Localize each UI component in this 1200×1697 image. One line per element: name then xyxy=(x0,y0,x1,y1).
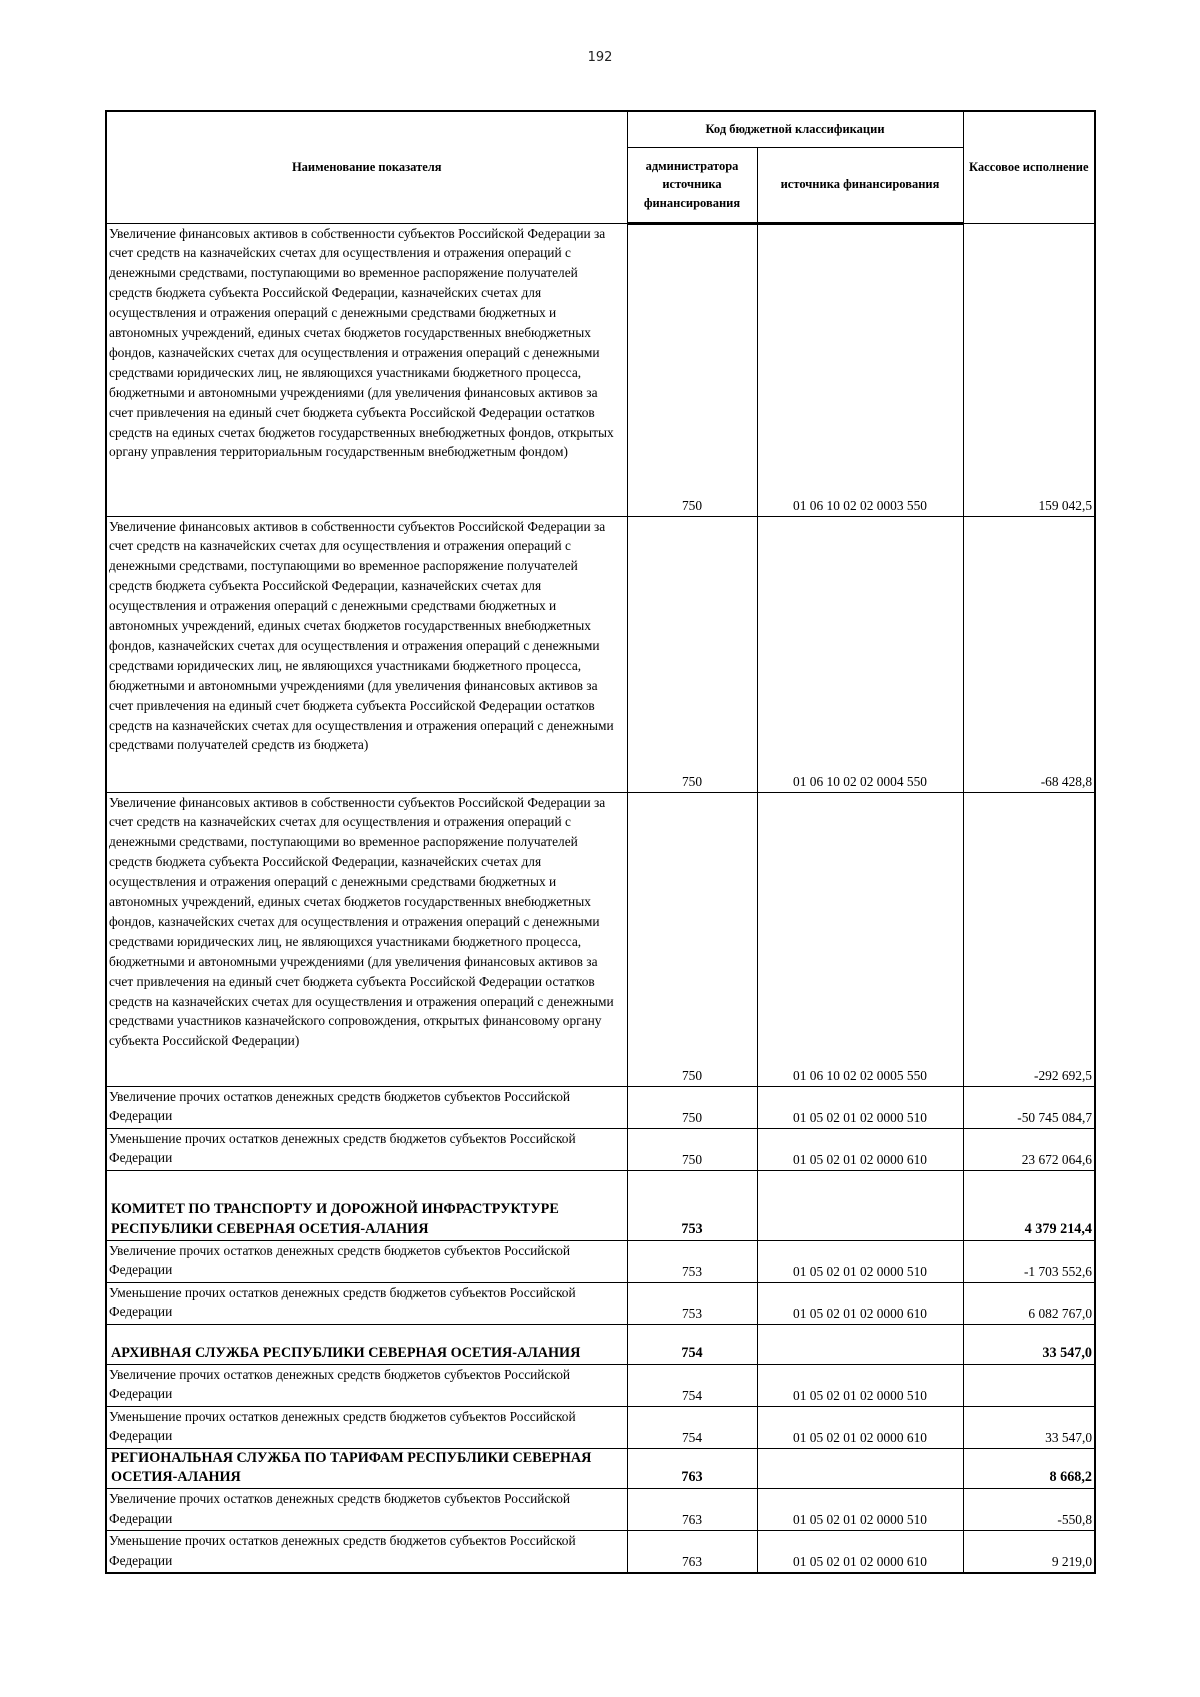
row-source-code xyxy=(757,1324,963,1364)
section-row xyxy=(106,1170,1095,1240)
row-exec-amount: -1 703 552,6 xyxy=(963,1240,1095,1282)
table-row xyxy=(106,1489,1095,1531)
row-exec-amount: 33 547,0 xyxy=(963,1406,1095,1448)
row-exec-amount: 23 672 064,6 xyxy=(963,1128,1095,1170)
header-code-group: Код бюджетной классификации xyxy=(627,111,963,147)
row-exec-amount: 6 082 767,0 xyxy=(963,1282,1095,1324)
row-name: Увеличение финансовых активов в собственности субъектов Российской Федерации за счет средств на казначейских счетах для осуществления и отражения операций с денежными средствами, поступающими во временное распоряжение получателей средств бюджета субъекта Российской Федерации, казначейских счетах для осуществления и отражения операций с денежными средствами бюджетных и автономных учреждений, единых счетах бюджетов государственных внебюджетных фондов, казначейских счетах для осуществления и отражения операций с денежными средствами юридических лиц, не являющихся участниками бюджетного процесса, бюджетными и автономными учреждениями (для увеличения финансовых активов за счет привлечения на единый счет бюджета субъекта Российской Федерации остатков средств на единых счетах бюджетов государственных внебюджетных фондов, открытых органу управления территориальным государственным внебюджетным фондом) xyxy=(106,223,627,516)
row-admin-code: 754 xyxy=(627,1406,757,1448)
row-source-code: 01 05 02 01 02 0000 610 xyxy=(757,1531,963,1573)
row-source-code: 01 05 02 01 02 0000 610 xyxy=(757,1406,963,1448)
row-source-code: 01 05 02 01 02 0000 610 xyxy=(757,1282,963,1324)
section-row xyxy=(106,1324,1095,1364)
row-name: АРХИВНАЯ СЛУЖБА РЕСПУБЛИКИ СЕВЕРНАЯ ОСЕТИЯ-АЛАНИЯ xyxy=(106,1324,627,1364)
row-name: Увеличение прочих остатков денежных средств бюджетов субъектов Российской Федерации xyxy=(106,1364,627,1406)
row-source-code: 01 05 02 01 02 0000 610 xyxy=(757,1128,963,1170)
header-source: источника финансирования xyxy=(757,147,963,223)
table-row xyxy=(106,792,1095,1086)
row-admin-code: 750 xyxy=(627,1086,757,1128)
row-admin-code: 753 xyxy=(627,1282,757,1324)
table-body xyxy=(106,223,1095,1573)
table-row xyxy=(106,1086,1095,1128)
row-admin-code: 753 xyxy=(627,1170,757,1240)
row-name: Увеличение прочих остатков денежных средств бюджетов субъектов Российской Федерации xyxy=(106,1489,627,1531)
row-name: Увеличение финансовых активов в собственности субъектов Российской Федерации за счет средств на казначейских счетах для осуществления и отражения операций с денежными средствами, поступающими во временное распоряжение получателей средств бюджета субъекта Российской Федерации, казначейских счетах для осуществления и отражения операций с денежными средствами бюджетных и автономных учреждений, единых счетах бюджетов государственных внебюджетных фондов, казначейских счетах для осуществления и отражения операций с денежными средствами юридических лиц, не являющихся участниками бюджетного процесса, бюджетными и автономными учреждениями (для увеличения финансовых активов за счет привлечения на единый счет бюджета субъекта Российской Федерации остатков средств на казначейских счетах для осуществления и отражения операций с денежными средствами участников казначейского сопровождения, открытых финансовому органу субъекта Российской Федерации) xyxy=(106,792,627,1086)
row-exec-amount: -50 745 084,7 xyxy=(963,1086,1095,1128)
row-admin-code: 750 xyxy=(627,516,757,792)
row-source-code: 01 06 10 02 02 0004 550 xyxy=(757,516,963,792)
row-source-code xyxy=(757,1448,963,1489)
row-source-code: 01 06 10 02 02 0003 550 xyxy=(757,223,963,516)
row-source-code: 01 06 10 02 02 0005 550 xyxy=(757,792,963,1086)
row-exec-amount: 33 547,0 xyxy=(963,1324,1095,1364)
row-exec-amount: 9 219,0 xyxy=(963,1531,1095,1573)
row-name: Уменьшение прочих остатков денежных средств бюджетов субъектов Российской Федерации xyxy=(106,1128,627,1170)
row-exec-amount: 4 379 214,4 xyxy=(963,1170,1095,1240)
row-admin-code: 750 xyxy=(627,792,757,1086)
row-source-code xyxy=(757,1170,963,1240)
row-admin-code: 763 xyxy=(627,1448,757,1489)
table-row xyxy=(106,516,1095,792)
row-source-code: 01 05 02 01 02 0000 510 xyxy=(757,1240,963,1282)
row-exec-amount: 159 042,5 xyxy=(963,223,1095,516)
row-admin-code: 753 xyxy=(627,1240,757,1282)
section-row xyxy=(106,1448,1095,1489)
table-row xyxy=(106,223,1095,516)
row-name: РЕГИОНАЛЬНАЯ СЛУЖБА ПО ТАРИФАМ РЕСПУБЛИКИ СЕВЕРНАЯ ОСЕТИЯ-АЛАНИЯ xyxy=(106,1448,627,1489)
table-row xyxy=(106,1128,1095,1170)
table-row xyxy=(106,1240,1095,1282)
table-row xyxy=(106,1406,1095,1448)
row-name: КОМИТЕТ ПО ТРАНСПОРТУ И ДОРОЖНОЙ ИНФРАСТРУКТУРЕ РЕСПУБЛИКИ СЕВЕРНАЯ ОСЕТИЯ-АЛАНИЯ xyxy=(106,1170,627,1240)
table-row xyxy=(106,1364,1095,1406)
row-exec-amount: 8 668,2 xyxy=(963,1448,1095,1489)
table-row xyxy=(106,1282,1095,1324)
header-exec: Кассовое исполнение xyxy=(963,111,1095,223)
page-number: 192 xyxy=(587,50,613,65)
row-admin-code: 763 xyxy=(627,1489,757,1531)
row-source-code: 01 05 02 01 02 0000 510 xyxy=(757,1086,963,1128)
row-admin-code: 754 xyxy=(627,1364,757,1406)
row-name: Уменьшение прочих остатков денежных средств бюджетов субъектов Российской Федерации xyxy=(106,1531,627,1573)
row-name: Увеличение прочих остатков денежных средств бюджетов субъектов Российской Федерации xyxy=(106,1240,627,1282)
row-name: Увеличение прочих остатков денежных средств бюджетов субъектов Российской Федерации xyxy=(106,1086,627,1128)
row-exec-amount: -68 428,8 xyxy=(963,516,1095,792)
row-exec-amount: -550,8 xyxy=(963,1489,1095,1531)
table-row xyxy=(106,1531,1095,1573)
row-exec-amount xyxy=(963,1364,1095,1406)
row-exec-amount: -292 692,5 xyxy=(963,792,1095,1086)
row-admin-code: 763 xyxy=(627,1531,757,1573)
row-admin-code: 750 xyxy=(627,1128,757,1170)
table-header xyxy=(106,111,1095,223)
row-name: Увеличение финансовых активов в собственности субъектов Российской Федерации за счет средств на казначейских счетах для осуществления и отражения операций с денежными средствами, поступающими во временное распоряжение получателей средств бюджета субъекта Российской Федерации, казначейских счетах для осуществления и отражения операций с денежными средствами бюджетных и автономных учреждений, единых счетах бюджетов государственных внебюджетных фондов, казначейских счетах для осуществления и отражения операций с денежными средствами юридических лиц, не являющихся участниками бюджетного процесса, бюджетными и автономными учреждениями (для увеличения финансовых активов за счет привлечения на единый счет бюджета субъекта Российской Федерации остатков средств на казначейских счетах для осуществления и отражения операций с денежными средствами получателей средств из бюджета) xyxy=(106,516,627,792)
row-source-code: 01 05 02 01 02 0000 510 xyxy=(757,1489,963,1531)
header-admin: администратора источника финансирования xyxy=(627,147,757,223)
row-name: Уменьшение прочих остатков денежных средств бюджетов субъектов Российской Федерации xyxy=(106,1406,627,1448)
header-name: Наименование показателя xyxy=(106,111,627,223)
row-name: Уменьшение прочих остатков денежных средств бюджетов субъектов Российской Федерации xyxy=(106,1282,627,1324)
row-admin-code: 754 xyxy=(627,1324,757,1364)
row-source-code: 01 05 02 01 02 0000 510 xyxy=(757,1364,963,1406)
budget-sources-table xyxy=(105,110,1096,1574)
row-admin-code: 750 xyxy=(627,223,757,516)
